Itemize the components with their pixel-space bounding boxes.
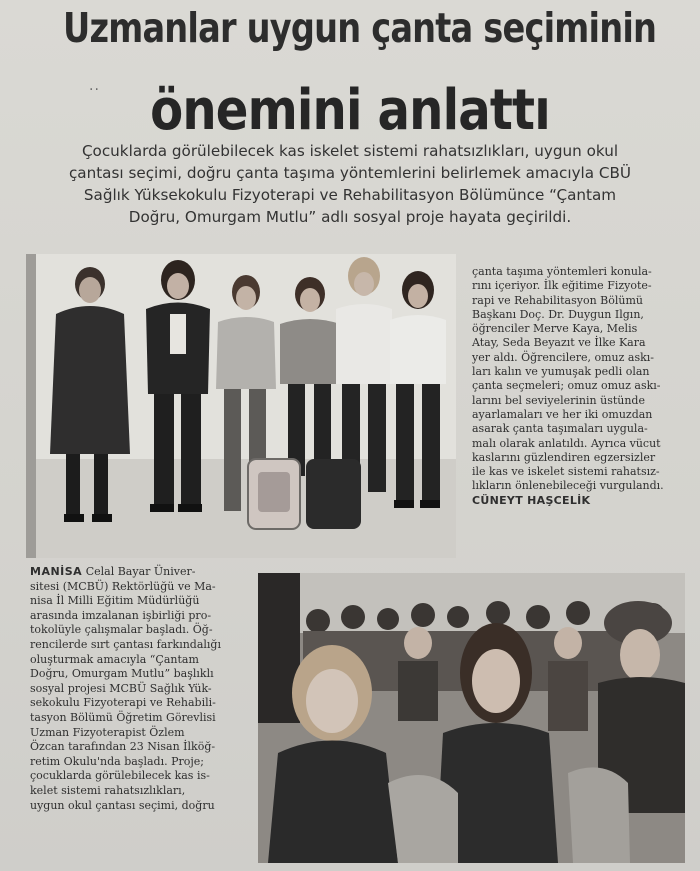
column-line: tasyon Bölümü Öğretim Görevlisi	[30, 710, 216, 724]
column-line: Doğru, Omurgam Mutlu” başlıklı	[30, 667, 214, 681]
headline-ornament: ··	[89, 82, 100, 98]
group-photo	[26, 254, 456, 558]
column-line	[30, 565, 250, 580]
dateline-city: MANİSA	[30, 565, 83, 578]
classroom-photo	[258, 573, 685, 863]
column-line: arasında imzalanan işbirliği pro-	[30, 608, 212, 622]
column-line: sosyal projesi MCBÜ Sağlık Yük-	[30, 681, 212, 695]
column-line: kaslarını güzlendiren egzersizler	[472, 450, 656, 464]
column-line: ile kas ve iskelet sistemi rahatsız-	[472, 465, 660, 479]
column-line: rencilerde sırt çantası farkındalığı	[30, 637, 221, 651]
column-line: malı olarak anlatıldı. Ayrıca vücut	[472, 436, 661, 450]
column-line: tokolüyle çalışmalar başladı. Öğ-	[30, 623, 213, 637]
lead-line: çantası seçimi, doğru çanta taşıma yöntemlerini belirlemek amacıyla CBÜ	[68, 164, 632, 182]
column-line: nisa İl Milli Eğitim Müdürlüğü	[30, 594, 200, 608]
column-line: asarak çanta taşımaları uygula-	[472, 422, 648, 436]
lead-line: Doğru, Omurgam Mutlu” adlı sosyal proje hayata geçirildi.	[128, 208, 572, 226]
column-line: Uzman Fizyoterapist Özlem	[30, 725, 185, 739]
column-line: lıkların önlenebileceği vurgulandı.	[472, 479, 664, 493]
column-line: retim Okulu'nda başladı. Proje;	[30, 754, 204, 768]
column-line: çanta seçmeleri; omuz omuz askı-	[472, 379, 661, 393]
lead-line: Çocuklarda görülebilecek kas iskelet sistemi rahatsızlıkları, uygun okul	[81, 142, 619, 160]
column-line: Başkanı Doç. Dr. Duygun Ilgın,	[472, 307, 644, 321]
group-photo-illustration	[26, 254, 456, 558]
headline-line-1: Uzmanlar uygun çanta seçiminin	[63, 4, 657, 52]
column-line: larını bel seviyelerinin üstünde	[472, 393, 645, 407]
lead-line: Sağlık Yüksekokulu Fizyoterapi ve Rehabilitasyon Bölümünce “Çantam	[83, 186, 617, 204]
column-line: sitesi (MCBÜ) Rektörlüğü ve Ma-	[30, 579, 216, 593]
column-line: Atay, Seda Beyazıt ve İlke Kara	[472, 336, 646, 350]
column-line: öğrenciler Merve Kaya, Melis	[472, 322, 638, 336]
column-line: çanta taşıma yöntemleri konula-	[472, 265, 652, 278]
column-line: rını içeriyor. İlk eğitime Fizyote-	[472, 279, 652, 293]
headline-line-2: önemini anlattı	[150, 78, 550, 143]
column-line: kelet sistemi rahatsızlıkları,	[30, 783, 186, 797]
byline: CÜNEYT HAŞCELİK	[472, 493, 591, 507]
column-line: çocuklarda görülebilecek kas is-	[30, 769, 210, 783]
column-line: yer aldı. Öğrencilere, omuz askı-	[472, 350, 655, 364]
column-line-first: Celal Bayar Üniver-	[85, 565, 196, 578]
lead-paragraph	[38, 140, 662, 228]
left-column-text	[30, 565, 250, 813]
column-line: oluşturmak amacıyla “Çantam	[30, 652, 199, 666]
column-line: uygun okul çantası seçimi, doğru	[30, 798, 215, 812]
right-column-text	[472, 265, 677, 508]
column-line: Özcan tarafından 23 Nisan İlköğ-	[30, 740, 216, 754]
column-line: rapi ve Rehabilitasyon Bölümü	[472, 293, 643, 307]
column-line: ları kalın ve yumuşak pedli olan	[472, 365, 650, 379]
column-line: ayarlamaları ve her iki omuzdan	[472, 407, 653, 421]
column-line: sekokulu Fizyoterapi ve Rehabili-	[30, 696, 216, 710]
classroom-photo-illustration	[258, 573, 685, 863]
